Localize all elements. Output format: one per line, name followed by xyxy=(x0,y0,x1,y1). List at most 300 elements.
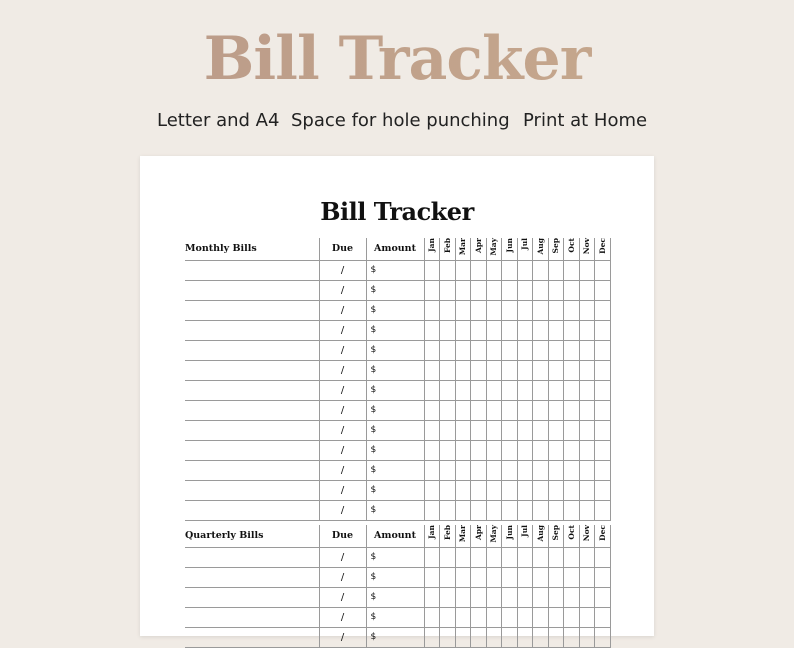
paid-checkbox-mar[interactable] xyxy=(455,587,471,607)
paid-checkbox-mar[interactable] xyxy=(455,380,471,400)
paid-checkbox-apr[interactable] xyxy=(471,587,487,607)
monthly-bills-table xyxy=(185,238,611,521)
paid-checkbox-may[interactable] xyxy=(486,420,502,440)
paid-checkbox-apr[interactable] xyxy=(471,260,487,280)
amount-cell[interactable]: $ xyxy=(366,480,424,500)
bill-name-cell[interactable] xyxy=(185,500,319,520)
paid-checkbox-jun[interactable] xyxy=(502,500,518,520)
paid-checkbox-may[interactable] xyxy=(486,380,502,400)
paid-checkbox-jul[interactable] xyxy=(517,340,533,360)
paid-checkbox-jan[interactable] xyxy=(424,380,440,400)
paid-checkbox-sep[interactable] xyxy=(548,607,564,627)
paid-checkbox-nov[interactable] xyxy=(579,320,595,340)
bill-name-cell[interactable] xyxy=(185,547,319,567)
paid-checkbox-jul[interactable] xyxy=(517,380,533,400)
paid-checkbox-aug[interactable] xyxy=(533,500,549,520)
paid-checkbox-jan[interactable] xyxy=(424,320,440,340)
paid-checkbox-may[interactable] xyxy=(486,360,502,380)
bill-name-cell[interactable] xyxy=(185,480,319,500)
paid-checkbox-dec[interactable] xyxy=(595,280,611,300)
header-row xyxy=(185,238,610,260)
paid-checkbox-nov[interactable] xyxy=(579,627,595,647)
bill-row xyxy=(185,547,610,567)
paid-checkbox-aug[interactable] xyxy=(533,480,549,500)
paid-checkbox-sep[interactable] xyxy=(548,380,564,400)
paid-checkbox-dec[interactable] xyxy=(595,300,611,320)
paid-checkbox-mar[interactable] xyxy=(455,300,471,320)
due-date-cell[interactable]: / xyxy=(319,380,366,400)
paid-checkbox-nov[interactable] xyxy=(579,280,595,300)
paid-checkbox-oct[interactable] xyxy=(564,480,580,500)
paid-checkbox-nov[interactable] xyxy=(579,587,595,607)
paid-checkbox-may[interactable] xyxy=(486,480,502,500)
paid-checkbox-aug[interactable] xyxy=(533,400,549,420)
paid-checkbox-sep[interactable] xyxy=(548,547,564,567)
month-header-jun xyxy=(502,238,518,260)
paid-checkbox-sep[interactable] xyxy=(548,587,564,607)
amount-cell[interactable]: $ xyxy=(366,300,424,320)
paid-checkbox-feb[interactable] xyxy=(440,627,456,647)
month-header-jul xyxy=(517,238,533,260)
paid-checkbox-mar[interactable] xyxy=(455,607,471,627)
month-label: Mar xyxy=(458,525,468,543)
paid-checkbox-mar[interactable] xyxy=(455,320,471,340)
paid-checkbox-feb[interactable] xyxy=(440,420,456,440)
paid-checkbox-jan[interactable] xyxy=(424,440,440,460)
bill-name-cell[interactable] xyxy=(185,320,319,340)
paid-checkbox-nov[interactable] xyxy=(579,340,595,360)
bill-name-cell[interactable] xyxy=(185,300,319,320)
paid-checkbox-may[interactable] xyxy=(486,400,502,420)
paid-checkbox-oct[interactable] xyxy=(564,587,580,607)
paid-checkbox-jan[interactable] xyxy=(424,300,440,320)
paid-checkbox-jul[interactable] xyxy=(517,547,533,567)
paid-checkbox-jul[interactable] xyxy=(517,460,533,480)
paid-checkbox-oct[interactable] xyxy=(564,360,580,380)
paid-checkbox-apr[interactable] xyxy=(471,320,487,340)
bill-name-cell[interactable] xyxy=(185,627,319,647)
paid-checkbox-sep[interactable] xyxy=(548,260,564,280)
section-heading: Monthly Bills xyxy=(185,238,319,260)
paid-checkbox-dec[interactable] xyxy=(595,340,611,360)
paid-checkbox-feb[interactable] xyxy=(440,500,456,520)
paid-checkbox-aug[interactable] xyxy=(533,627,549,647)
paid-checkbox-may[interactable] xyxy=(486,627,502,647)
paid-checkbox-oct[interactable] xyxy=(564,320,580,340)
paid-checkbox-may[interactable] xyxy=(486,587,502,607)
paid-checkbox-jan[interactable] xyxy=(424,547,440,567)
paid-checkbox-apr[interactable] xyxy=(471,380,487,400)
paid-checkbox-jan[interactable] xyxy=(424,360,440,380)
paid-checkbox-jul[interactable] xyxy=(517,420,533,440)
paid-checkbox-sep[interactable] xyxy=(548,460,564,480)
paid-checkbox-aug[interactable] xyxy=(533,587,549,607)
paid-checkbox-sep[interactable] xyxy=(548,627,564,647)
paid-checkbox-jul[interactable] xyxy=(517,360,533,380)
paid-checkbox-dec[interactable] xyxy=(595,360,611,380)
month-label: Nov xyxy=(582,525,592,542)
paid-checkbox-apr[interactable] xyxy=(471,280,487,300)
paid-checkbox-mar[interactable] xyxy=(455,547,471,567)
amount-cell[interactable]: $ xyxy=(366,587,424,607)
paid-checkbox-jun[interactable] xyxy=(502,627,518,647)
paid-checkbox-mar[interactable] xyxy=(455,260,471,280)
paid-checkbox-sep[interactable] xyxy=(548,480,564,500)
paid-checkbox-jun[interactable] xyxy=(502,547,518,567)
amount-cell[interactable]: $ xyxy=(366,607,424,627)
bill-name-cell[interactable] xyxy=(185,587,319,607)
paid-checkbox-oct[interactable] xyxy=(564,260,580,280)
paid-checkbox-may[interactable] xyxy=(486,500,502,520)
feature-letter-a4: Letter and A4 xyxy=(157,110,280,131)
paid-checkbox-jan[interactable] xyxy=(424,280,440,300)
paid-checkbox-feb[interactable] xyxy=(440,547,456,567)
paid-checkbox-feb[interactable] xyxy=(440,280,456,300)
bill-name-cell[interactable] xyxy=(185,340,319,360)
paid-checkbox-dec[interactable] xyxy=(595,480,611,500)
due-date-cell[interactable]: / xyxy=(319,440,366,460)
paid-checkbox-aug[interactable] xyxy=(533,380,549,400)
month-header-jun xyxy=(502,525,518,547)
month-header-dec xyxy=(595,525,611,547)
section-heading: Quarterly Bills xyxy=(185,525,319,547)
paid-checkbox-jun[interactable] xyxy=(502,460,518,480)
paid-checkbox-dec[interactable] xyxy=(595,460,611,480)
paid-checkbox-aug[interactable] xyxy=(533,567,549,587)
month-label: Jun xyxy=(504,238,514,253)
paid-checkbox-oct[interactable] xyxy=(564,547,580,567)
bill-name-cell[interactable] xyxy=(185,567,319,587)
month-header-nov xyxy=(579,238,595,260)
paid-checkbox-mar[interactable] xyxy=(455,420,471,440)
paid-checkbox-feb[interactable] xyxy=(440,480,456,500)
month-label: Feb xyxy=(442,238,452,253)
paid-checkbox-nov[interactable] xyxy=(579,260,595,280)
paid-checkbox-oct[interactable] xyxy=(564,280,580,300)
paid-checkbox-oct[interactable] xyxy=(564,380,580,400)
paid-checkbox-feb[interactable] xyxy=(440,460,456,480)
paid-checkbox-aug[interactable] xyxy=(533,607,549,627)
paid-checkbox-dec[interactable] xyxy=(595,260,611,280)
paid-checkbox-aug[interactable] xyxy=(533,320,549,340)
bill-name-cell[interactable] xyxy=(185,260,319,280)
paid-checkbox-jun[interactable] xyxy=(502,320,518,340)
paid-checkbox-apr[interactable] xyxy=(471,460,487,480)
paid-checkbox-mar[interactable] xyxy=(455,360,471,380)
paid-checkbox-feb[interactable] xyxy=(440,340,456,360)
paid-checkbox-sep[interactable] xyxy=(548,420,564,440)
due-date-cell[interactable]: / xyxy=(319,547,366,567)
paid-checkbox-jul[interactable] xyxy=(517,300,533,320)
bill-row xyxy=(185,480,610,500)
amount-cell[interactable]: $ xyxy=(366,340,424,360)
bill-name-cell[interactable] xyxy=(185,460,319,480)
paid-checkbox-nov[interactable] xyxy=(579,547,595,567)
paid-checkbox-may[interactable] xyxy=(486,280,502,300)
paid-checkbox-jul[interactable] xyxy=(517,607,533,627)
paid-checkbox-nov[interactable] xyxy=(579,420,595,440)
paid-checkbox-oct[interactable] xyxy=(564,400,580,420)
due-date-cell[interactable]: / xyxy=(319,260,366,280)
month-label: May xyxy=(489,238,499,256)
paid-checkbox-aug[interactable] xyxy=(533,280,549,300)
bill-name-cell[interactable] xyxy=(185,380,319,400)
bill-name-cell[interactable] xyxy=(185,607,319,627)
paid-checkbox-dec[interactable] xyxy=(595,320,611,340)
bill-row xyxy=(185,420,610,440)
month-label: Aug xyxy=(535,238,545,255)
due-date-cell[interactable]: / xyxy=(319,607,366,627)
bill-name-cell[interactable] xyxy=(185,420,319,440)
paid-checkbox-oct[interactable] xyxy=(564,607,580,627)
paid-checkbox-dec[interactable] xyxy=(595,567,611,587)
paid-checkbox-jun[interactable] xyxy=(502,587,518,607)
paid-checkbox-mar[interactable] xyxy=(455,400,471,420)
paid-checkbox-jul[interactable] xyxy=(517,280,533,300)
paid-checkbox-jun[interactable] xyxy=(502,607,518,627)
bill-name-cell[interactable] xyxy=(185,400,319,420)
paid-checkbox-jul[interactable] xyxy=(517,260,533,280)
paid-checkbox-nov[interactable] xyxy=(579,500,595,520)
month-label: Apr xyxy=(473,238,483,254)
month-header-jul xyxy=(517,525,533,547)
paid-checkbox-apr[interactable] xyxy=(471,567,487,587)
paid-checkbox-sep[interactable] xyxy=(548,320,564,340)
bill-row xyxy=(185,460,610,480)
paid-checkbox-may[interactable] xyxy=(486,460,502,480)
paid-checkbox-jun[interactable] xyxy=(502,260,518,280)
amount-cell[interactable]: $ xyxy=(366,420,424,440)
paid-checkbox-jan[interactable] xyxy=(424,340,440,360)
amount-cell[interactable]: $ xyxy=(366,280,424,300)
paid-checkbox-jul[interactable] xyxy=(517,500,533,520)
amount-cell[interactable]: $ xyxy=(366,360,424,380)
paid-checkbox-nov[interactable] xyxy=(579,400,595,420)
paid-checkbox-mar[interactable] xyxy=(455,280,471,300)
header-row xyxy=(185,525,610,547)
paid-checkbox-apr[interactable] xyxy=(471,627,487,647)
paid-checkbox-feb[interactable] xyxy=(440,380,456,400)
bill-name-cell[interactable] xyxy=(185,360,319,380)
paid-checkbox-mar[interactable] xyxy=(455,567,471,587)
paid-checkbox-may[interactable] xyxy=(486,260,502,280)
paid-checkbox-feb[interactable] xyxy=(440,320,456,340)
paid-checkbox-dec[interactable] xyxy=(595,420,611,440)
paid-checkbox-feb[interactable] xyxy=(440,587,456,607)
paid-checkbox-jul[interactable] xyxy=(517,400,533,420)
paid-checkbox-apr[interactable] xyxy=(471,360,487,380)
paid-checkbox-may[interactable] xyxy=(486,547,502,567)
paid-checkbox-sep[interactable] xyxy=(548,300,564,320)
paid-checkbox-apr[interactable] xyxy=(471,300,487,320)
due-date-cell[interactable]: / xyxy=(319,627,366,647)
paid-checkbox-jul[interactable] xyxy=(517,440,533,460)
due-date-cell[interactable]: / xyxy=(319,420,366,440)
paid-checkbox-dec[interactable] xyxy=(595,607,611,627)
paid-checkbox-may[interactable] xyxy=(486,320,502,340)
due-date-cell[interactable]: / xyxy=(319,480,366,500)
paid-checkbox-sep[interactable] xyxy=(548,340,564,360)
paid-checkbox-jun[interactable] xyxy=(502,340,518,360)
bill-row xyxy=(185,567,610,587)
paid-checkbox-apr[interactable] xyxy=(471,607,487,627)
paid-checkbox-may[interactable] xyxy=(486,567,502,587)
amount-cell[interactable]: $ xyxy=(366,567,424,587)
paid-checkbox-nov[interactable] xyxy=(579,607,595,627)
amount-cell[interactable]: $ xyxy=(366,440,424,460)
paid-checkbox-mar[interactable] xyxy=(455,460,471,480)
paid-checkbox-sep[interactable] xyxy=(548,440,564,460)
paid-checkbox-aug[interactable] xyxy=(533,300,549,320)
bill-name-cell[interactable] xyxy=(185,440,319,460)
paid-checkbox-jul[interactable] xyxy=(517,587,533,607)
due-date-cell[interactable]: / xyxy=(319,500,366,520)
paid-checkbox-jun[interactable] xyxy=(502,420,518,440)
month-header-aug xyxy=(533,238,549,260)
paid-checkbox-sep[interactable] xyxy=(548,400,564,420)
paid-checkbox-aug[interactable] xyxy=(533,260,549,280)
amount-cell[interactable]: $ xyxy=(366,380,424,400)
paid-checkbox-dec[interactable] xyxy=(595,400,611,420)
amount-cell[interactable]: $ xyxy=(366,400,424,420)
paid-checkbox-feb[interactable] xyxy=(440,300,456,320)
paid-checkbox-oct[interactable] xyxy=(564,460,580,480)
paid-checkbox-jan[interactable] xyxy=(424,420,440,440)
paid-checkbox-sep[interactable] xyxy=(548,280,564,300)
paid-checkbox-jan[interactable] xyxy=(424,460,440,480)
paid-checkbox-oct[interactable] xyxy=(564,440,580,460)
paid-checkbox-oct[interactable] xyxy=(564,567,580,587)
paid-checkbox-jan[interactable] xyxy=(424,260,440,280)
paid-checkbox-sep[interactable] xyxy=(548,360,564,380)
paid-checkbox-may[interactable] xyxy=(486,440,502,460)
paid-checkbox-jun[interactable] xyxy=(502,400,518,420)
paid-checkbox-nov[interactable] xyxy=(579,480,595,500)
paid-checkbox-feb[interactable] xyxy=(440,360,456,380)
paid-checkbox-may[interactable] xyxy=(486,340,502,360)
paid-checkbox-jun[interactable] xyxy=(502,440,518,460)
paid-checkbox-apr[interactable] xyxy=(471,400,487,420)
paid-checkbox-aug[interactable] xyxy=(533,440,549,460)
paid-checkbox-jan[interactable] xyxy=(424,500,440,520)
paid-checkbox-apr[interactable] xyxy=(471,480,487,500)
paid-checkbox-sep[interactable] xyxy=(548,567,564,587)
paid-checkbox-may[interactable] xyxy=(486,300,502,320)
paid-checkbox-feb[interactable] xyxy=(440,607,456,627)
paid-checkbox-nov[interactable] xyxy=(579,460,595,480)
paid-checkbox-aug[interactable] xyxy=(533,460,549,480)
paid-checkbox-oct[interactable] xyxy=(564,340,580,360)
paid-checkbox-aug[interactable] xyxy=(533,340,549,360)
paid-checkbox-jan[interactable] xyxy=(424,627,440,647)
paid-checkbox-may[interactable] xyxy=(486,607,502,627)
paid-checkbox-nov[interactable] xyxy=(579,300,595,320)
paid-checkbox-apr[interactable] xyxy=(471,340,487,360)
paid-checkbox-jan[interactable] xyxy=(424,607,440,627)
paid-checkbox-nov[interactable] xyxy=(579,440,595,460)
paid-checkbox-jun[interactable] xyxy=(502,480,518,500)
paid-checkbox-oct[interactable] xyxy=(564,627,580,647)
paid-checkbox-jun[interactable] xyxy=(502,280,518,300)
paid-checkbox-aug[interactable] xyxy=(533,360,549,380)
paid-checkbox-dec[interactable] xyxy=(595,380,611,400)
amount-cell[interactable]: $ xyxy=(366,500,424,520)
due-date-cell[interactable]: / xyxy=(319,340,366,360)
due-date-cell[interactable]: / xyxy=(319,300,366,320)
paid-checkbox-aug[interactable] xyxy=(533,547,549,567)
paid-checkbox-nov[interactable] xyxy=(579,567,595,587)
paid-checkbox-feb[interactable] xyxy=(440,400,456,420)
paid-checkbox-jul[interactable] xyxy=(517,567,533,587)
paid-checkbox-nov[interactable] xyxy=(579,380,595,400)
month-header-apr xyxy=(471,238,487,260)
paid-checkbox-feb[interactable] xyxy=(440,440,456,460)
paid-checkbox-sep[interactable] xyxy=(548,500,564,520)
paid-checkbox-jan[interactable] xyxy=(424,480,440,500)
paid-checkbox-mar[interactable] xyxy=(455,627,471,647)
paid-checkbox-apr[interactable] xyxy=(471,420,487,440)
paid-checkbox-oct[interactable] xyxy=(564,500,580,520)
month-label: Jul xyxy=(520,525,530,537)
paid-checkbox-mar[interactable] xyxy=(455,500,471,520)
paid-checkbox-jul[interactable] xyxy=(517,480,533,500)
paid-checkbox-dec[interactable] xyxy=(595,547,611,567)
amount-cell[interactable]: $ xyxy=(366,260,424,280)
paid-checkbox-mar[interactable] xyxy=(455,440,471,460)
bill-name-cell[interactable] xyxy=(185,280,319,300)
paid-checkbox-feb[interactable] xyxy=(440,567,456,587)
paid-checkbox-mar[interactable] xyxy=(455,480,471,500)
due-date-cell[interactable]: / xyxy=(319,360,366,380)
due-date-cell[interactable]: / xyxy=(319,567,366,587)
amount-cell[interactable]: $ xyxy=(366,547,424,567)
paid-checkbox-jul[interactable] xyxy=(517,320,533,340)
month-header-feb xyxy=(440,238,456,260)
paid-checkbox-apr[interactable] xyxy=(471,500,487,520)
amount-cell[interactable]: $ xyxy=(366,627,424,647)
paid-checkbox-jul[interactable] xyxy=(517,627,533,647)
paid-checkbox-feb[interactable] xyxy=(440,260,456,280)
paid-checkbox-oct[interactable] xyxy=(564,420,580,440)
due-date-cell[interactable]: / xyxy=(319,587,366,607)
month-label: Jan xyxy=(427,238,437,252)
paid-checkbox-dec[interactable] xyxy=(595,500,611,520)
paid-checkbox-apr[interactable] xyxy=(471,440,487,460)
paid-checkbox-jan[interactable] xyxy=(424,567,440,587)
paid-checkbox-jan[interactable] xyxy=(424,400,440,420)
paid-checkbox-oct[interactable] xyxy=(564,300,580,320)
due-date-cell[interactable]: / xyxy=(319,400,366,420)
paid-checkbox-jan[interactable] xyxy=(424,587,440,607)
paid-checkbox-dec[interactable] xyxy=(595,627,611,647)
paid-checkbox-aug[interactable] xyxy=(533,420,549,440)
paid-checkbox-dec[interactable] xyxy=(595,587,611,607)
paid-checkbox-apr[interactable] xyxy=(471,547,487,567)
paid-checkbox-mar[interactable] xyxy=(455,340,471,360)
paid-checkbox-jun[interactable] xyxy=(502,380,518,400)
paid-checkbox-nov[interactable] xyxy=(579,360,595,380)
due-date-cell[interactable]: / xyxy=(319,460,366,480)
paid-checkbox-jun[interactable] xyxy=(502,300,518,320)
paid-checkbox-dec[interactable] xyxy=(595,440,611,460)
amount-cell[interactable]: $ xyxy=(366,320,424,340)
paid-checkbox-jun[interactable] xyxy=(502,360,518,380)
paid-checkbox-jun[interactable] xyxy=(502,567,518,587)
due-date-cell[interactable]: / xyxy=(319,320,366,340)
month-header-mar xyxy=(455,238,471,260)
due-date-cell[interactable]: / xyxy=(319,280,366,300)
amount-cell[interactable]: $ xyxy=(366,460,424,480)
